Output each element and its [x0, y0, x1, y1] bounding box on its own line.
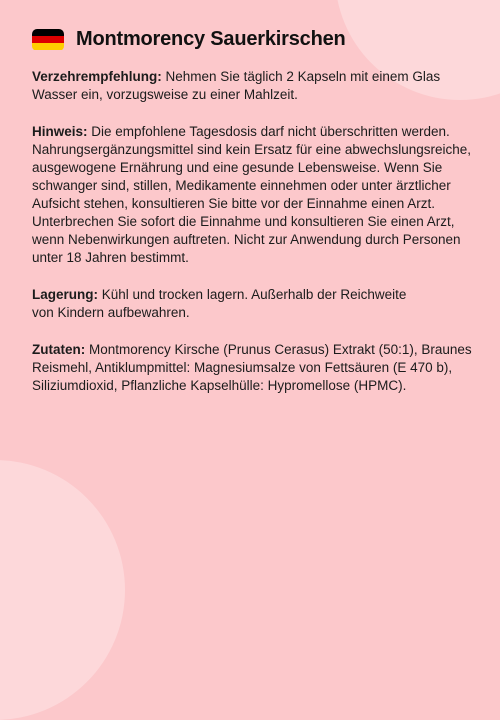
- flag-stripe-black: [32, 29, 64, 36]
- section-label: Zutaten:: [32, 342, 89, 357]
- page-title: Montmorency Sauerkirschen: [76, 28, 346, 50]
- section-text: Kühl und trocken lagern. Außerhalb der Reichweite von Kindern aufbewahren.: [32, 287, 407, 320]
- section-text: Montmorency Kirsche (Prunus Cerasus) Extrakt (50:1), Braunes Reismehl, Antiklumpmittel: Magnesiumsalze von Fettsäuren (E 470 b), Siliziumdioxid, Pflanzliche Kapselhülle: Hypromellose (HPMC).: [32, 342, 472, 393]
- section-label: Verzehrempfehlung:: [32, 69, 166, 84]
- flag-stripe-gold: [32, 43, 64, 50]
- section-lagerung: [32, 286, 412, 322]
- section-label: Hinweis:: [32, 124, 92, 139]
- decorative-circle-bottom-left: [0, 460, 125, 720]
- info-content: [32, 68, 476, 414]
- flag-stripe-red: [32, 36, 64, 43]
- header: [32, 28, 346, 51]
- section-text: Die empfohlene Tagesdosis darf nicht überschritten werden. Nahrungsergänzungsmittel sind kein Ersatz für eine abwechslungsreiche, ausgewogene Ernährung und eine gesunde Lebensweise. Wenn Sie schwanger sind, stillen, Medikamente einnehmen oder unter ärztlicher Aufsicht stehen, konsultieren Sie bitte vor der Einnahme einen Arzt. Unterbrechen Sie sofort die Einnahme und konsultieren Sie einen Arzt, wenn Nebenwirkungen auftreten. Nicht zur Anwendung durch Personen unter 18 Jahren bestimmt.: [32, 124, 471, 265]
- section-zutaten: [32, 341, 476, 395]
- section-hinweis: [32, 123, 476, 267]
- section-text: Nehmen Sie täglich 2 Kapseln mit einem Glas Wasser ein, vorzugsweise zu einer Mahlzeit.: [32, 69, 441, 102]
- section-verzehrempfehlung: [32, 68, 476, 104]
- german-flag-icon: [32, 29, 64, 51]
- section-label: Lagerung:: [32, 287, 102, 302]
